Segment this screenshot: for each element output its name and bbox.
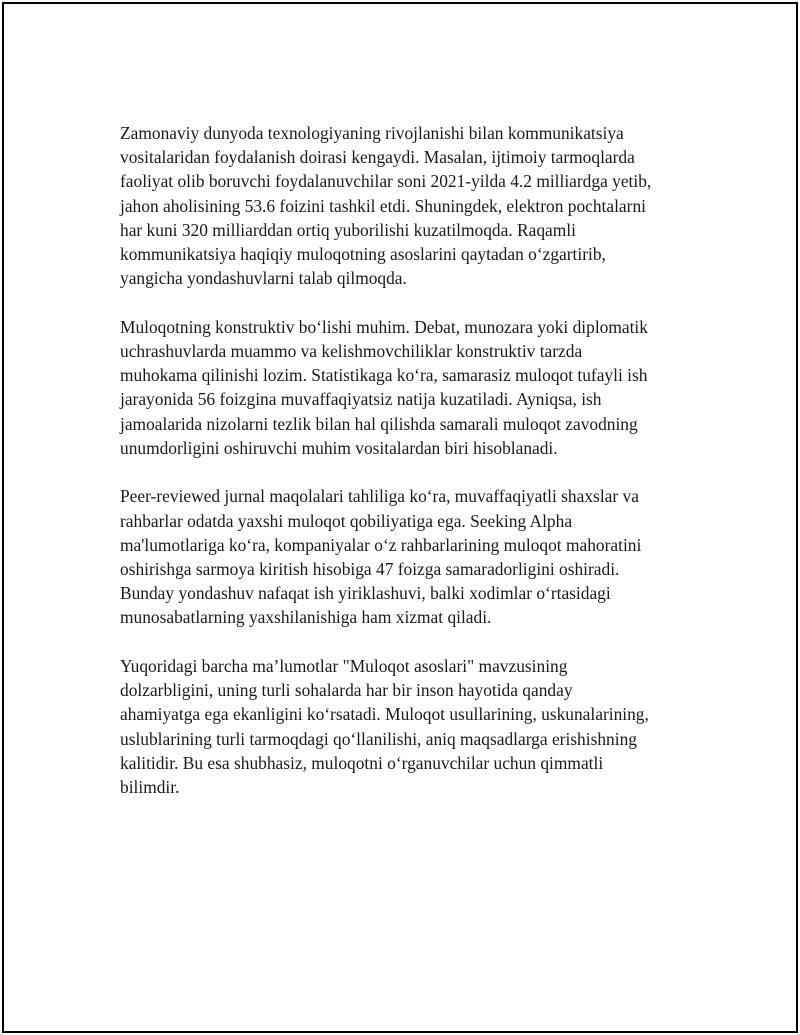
text-line: faoliyat olib boruvchi foydalanuvchilar soni 2021-yilda 4.2 milliardga yetib, <box>120 171 652 192</box>
text-line: muhokama qilinishi lozim. Statistikaga ko‘ra, samarasiz muloqot tufayli ish <box>120 365 648 386</box>
text-line: kommunikatsiya haqiqiy muloqotning asoslarini qaytadan o‘zgartirib, <box>120 244 606 265</box>
text-line: jamoalarida nizolarni tezlik bilan hal qilishda samarali muloqot zavodning <box>120 413 638 434</box>
text-line: ahamiyatga ega ekanligini ko‘rsatadi. Muloqot usullarining, uskunalarining, <box>120 704 649 725</box>
text-line: unumdorligini oshiruvchi muhim vositalardan biri hisoblanadi. <box>120 437 558 458</box>
text-line: Bunday yondashuv nafaqat ish yiriklashuvi, balki xodimlar o‘rtasidagi <box>120 583 611 604</box>
text-line: rahbarlar odatda yaxshi muloqot qobiliyatiga ega. Seeking Alpha <box>120 510 573 531</box>
text-line: Zamonaviy dunyoda texnologiyaning rivojlanishi bilan kommunikatsiya <box>120 123 624 143</box>
paragraph-4 <box>120 654 720 799</box>
text-line: dolzarbligini, uning turli sohalarda har bir inson hayotida qanday <box>120 680 573 701</box>
text-line: jahon aholisining 53.6 foizini tashkil etdi. Shuningdek, elektron pochtalarni <box>120 195 646 216</box>
text-line: vositalaridan foydalanish doirasi kengaydi. Masalan, ijtimoiy tarmoqlarda <box>120 147 635 168</box>
paragraph-3 <box>120 484 720 629</box>
paragraph-1 <box>120 121 720 290</box>
text-line: Muloqotning konstruktiv bo‘lishi muhim. Debat, munozara yoki diplomatik <box>120 316 648 337</box>
document-body <box>120 121 720 824</box>
text-line: bilimdir. <box>120 777 180 798</box>
text-line: jarayonida 56 foizgina muvaffaqiyatsiz natija kuzatiladi. Ayniqsa, ish <box>120 389 602 410</box>
text-line: Peer-reviewed jurnal maqolalari tahliliga ko‘ra, muvaffaqiyatli shaxslar va <box>120 486 639 507</box>
text-line: yangicha yondashuvlarni talab qilmoqda. <box>120 268 407 289</box>
paragraph-2 <box>120 315 720 460</box>
text-line: har kuni 320 milliarddan ortiq yuborilishi kuzatilmoqda. Raqamli <box>120 219 576 240</box>
text-line: ma'lumotlariga ko‘ra, kompaniyalar o‘z rahbarlarining muloqot mahoratini <box>120 534 642 555</box>
text-line: oshirishga sarmoya kiritish hisobiga 47 foizga samaradorligini oshiradi. <box>120 559 620 580</box>
text-line: munosabatlarning yaxshilanishiga ham xizmat qiladi. <box>120 607 492 628</box>
text-line: uchrashuvlarda muammo va kelishmovchiliklar konstruktiv tarzda <box>120 341 583 362</box>
text-line: uslublarining turli tarmoqdagi qo‘llanilishi, aniq maqsadlarga erishishning <box>120 728 637 749</box>
document-page <box>2 2 798 1033</box>
text-line: kalitidir. Bu esa shubhasiz, muloqotni o‘rganuvchilar uchun qimmatli <box>120 752 604 773</box>
text-line: Yuqoridagi barcha ma’lumotlar "Muloqot asoslari" mavzusining <box>120 656 568 677</box>
